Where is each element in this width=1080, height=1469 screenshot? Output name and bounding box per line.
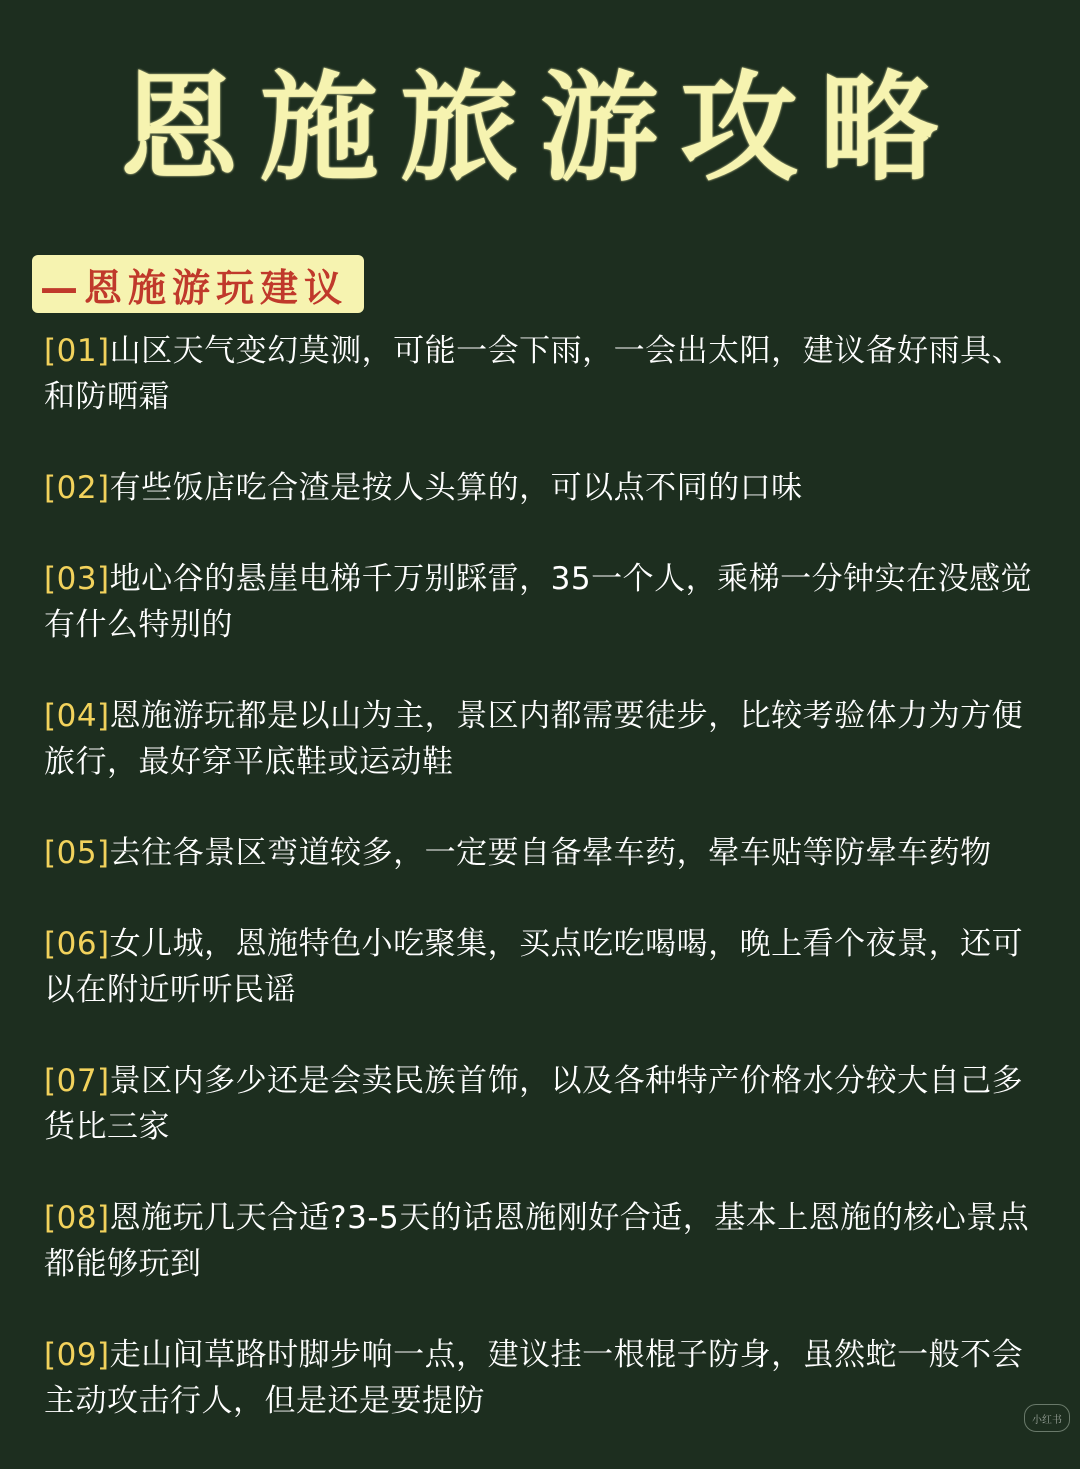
list-item (44, 328, 1044, 420)
tip-number: [01] (44, 333, 110, 369)
tip-text: 景区内多少还是会卖民族首饰，以及各种特产价格水分较大自己多货比三家 (44, 1063, 1024, 1145)
tip-text: 女儿城，恩施特色小吃聚集，买点吃吃喝喝，晚上看个夜景，还可以在附近听听民谣 (44, 926, 1024, 1008)
tip-text: 去往各景区弯道较多，一定要自备晕车药，晕车贴等防晕车药物 (109, 835, 992, 871)
tip-number: [06] (44, 926, 110, 962)
tip-text: 恩施游玩都是以山为主，景区内都需要徒步，比较考验体力为方便旅行，最好穿平底鞋或运动鞋 (44, 698, 1024, 780)
section-heading-tag (32, 255, 364, 313)
tip-text: 地心谷的悬崖电梯千万别踩雷，35一个人，乘梯一分钟实在没感觉有什么特别的 (44, 561, 1033, 643)
list-item (44, 556, 1044, 648)
page-title: 恩施旅游攻略 (119, 59, 960, 197)
watermark-logo (1024, 1404, 1070, 1432)
list-item (44, 1195, 1044, 1287)
tip-number: [04] (44, 698, 110, 734)
tip-number: [08] (44, 1200, 110, 1236)
watermark-text: 小红书 (1032, 1414, 1062, 1426)
tip-text: 山区天气变幻莫测，可能一会下雨，一会出太阳，建议备好雨具、和防晒霜 (44, 333, 1024, 415)
tip-text: 有些饭店吃合渣是按人头算的，可以点不同的口味 (109, 470, 803, 506)
tip-number: [07] (44, 1063, 110, 1099)
tip-number: [02] (44, 470, 110, 506)
list-item (44, 830, 1044, 876)
list-item (44, 1332, 1044, 1424)
tip-text: 恩施玩几天合适?3-5天的话恩施刚好合适，基本上恩施的核心景点都能够玩到 (44, 1200, 1030, 1282)
section-heading-label: —恩施游玩建议 (40, 265, 349, 310)
list-item (44, 921, 1044, 1013)
list-item (44, 465, 1044, 511)
tip-number: [03] (44, 561, 110, 597)
list-item (44, 1058, 1044, 1150)
tip-text: 走山间草路时脚步响一点，建议挂一根棍子防身，虽然蛇一般不会主动攻击行人，但是还是要提防 (44, 1337, 1024, 1419)
tip-number: [09] (44, 1337, 110, 1373)
list-item (44, 693, 1044, 785)
tips-list (44, 328, 1044, 1469)
tip-number: [05] (44, 835, 110, 871)
